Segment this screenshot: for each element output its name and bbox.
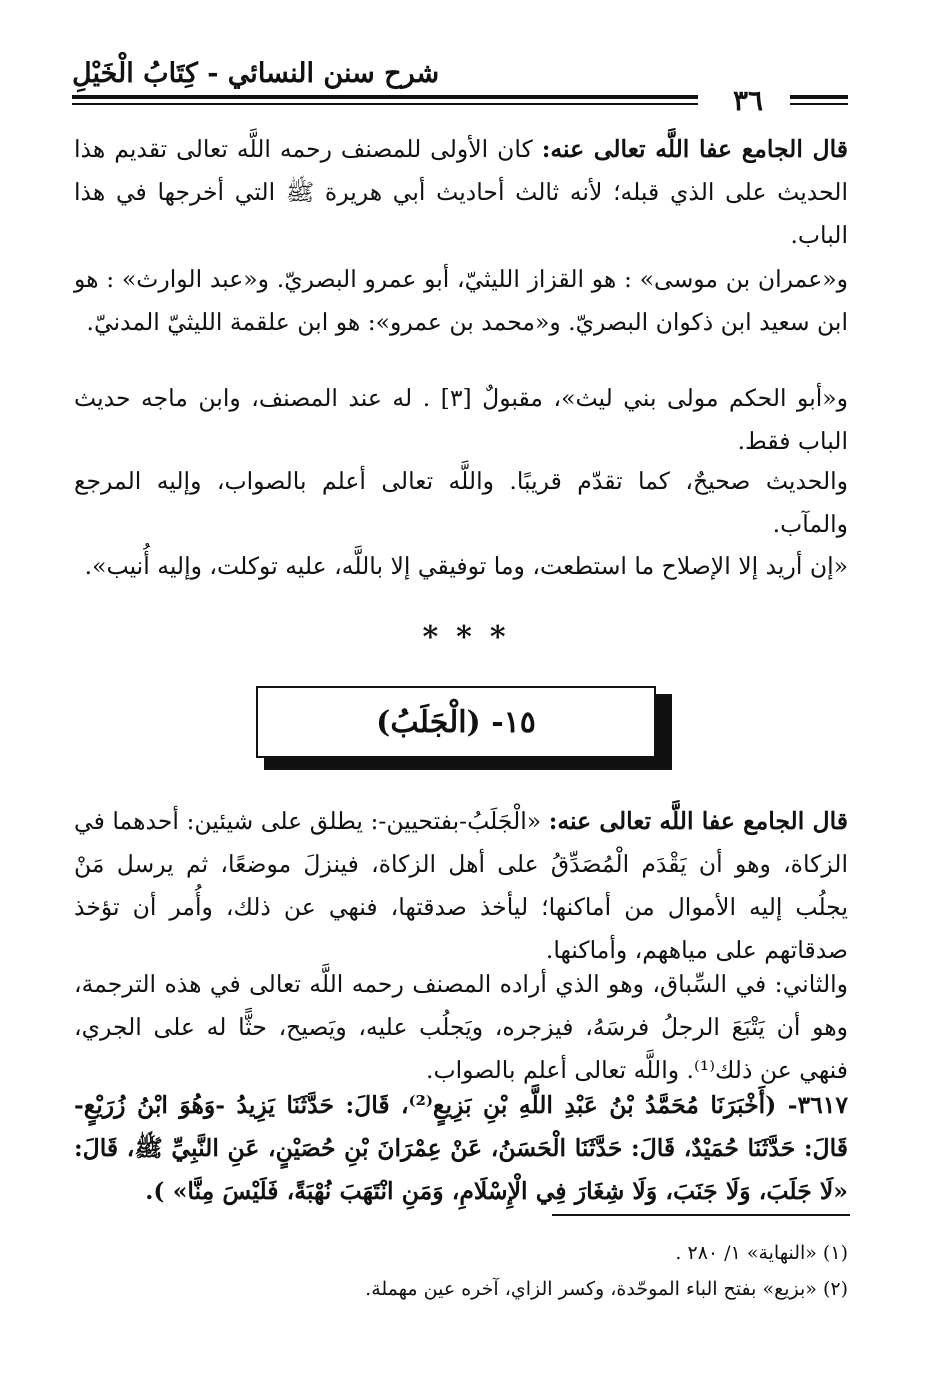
- paragraph-3: و«أبو الحكم مولى بني ليث»، مقبولٌ [٣] . له عند المصنف، وابن ماجه حديث الباب فقط.: [74, 384, 848, 455]
- footnote-2: (٢) «بزيع» بفتح الباء الموحّدة، وكسر الزاي، آخره عين مهملة.: [365, 1278, 848, 1300]
- header-rule-thick: [72, 95, 698, 99]
- chapter-title: ١٥- (الْجَلَبُ): [376, 704, 536, 740]
- paragraph-5: «إن أريد إلا الإصلاح ما استطعت، وما توفيقي إلا باللَّه، عليه توكلت، وإليه أُنيب».: [84, 552, 848, 580]
- header-rule-right-1: [790, 95, 848, 99]
- page-number: ٣٦: [732, 84, 764, 117]
- paragraph-1-lead: قال الجامع عفا اللَّه تعالى عنه:: [541, 135, 848, 163]
- paragraph-6-text: «الْجَلَبُ-بفتحيين-: يطلق على شيئين: أحدهما في الزكاة، وهو أن يَقْدَم الْمُصَدِّقُ على أهل الزكاة، فينزلَ موضعًا، ثم يرسل مَنْ يجلُب إليه الأموال من أماكنها؛ ليأخذ صدقتها، فنهي عن ذلك، وأُمر أن تؤخذ صدقاتهم على مياههم، وأماكنها.: [74, 807, 848, 964]
- header-rule-right-2: [790, 103, 848, 105]
- paragraph-4: والحديث صحيحٌ، كما تقدّم قريبًا. واللَّه تعالى أعلم بالصواب، وإليه المرجع والمآب.: [74, 467, 848, 538]
- paragraph-1: [74, 128, 848, 257]
- header-rule-thin: [72, 103, 698, 105]
- footnote-rule: [552, 1214, 850, 1216]
- hadith-text: ٣٦١٧- (أَخْبَرَنَا مُحَمَّدُ بْنُ عَبْدِ اللَّهِ بْنِ بَزِيعٍ⁽²⁾، قَالَ: حَدَّثَنَا يَزِيدُ -وَهُوَ ابْنُ زُرَيْعٍ- قَالَ: حَدَّثَنَا حُمَيْدٌ، قَالَ: حَدَّثَنَا الْحَسَنُ، عَنْ عِمْرَانَ بْنِ حُصَيْنٍ، عَنِ النَّبِيِّ ﷺ، قَالَ: «لَا جَلَبَ، وَلَا جَنَبَ، وَلَا شِغَارَ فِي الْإِسْلَامِ، وَمَنِ انْتَهَبَ نُهْبَةً، فَلَيْسَ مِنَّا» ).: [74, 1091, 848, 1205]
- paragraph-7: والثاني: في السِّباق، وهو الذي أراده المصنف رحمه اللَّه تعالى في هذه الترجمة، وهو أن يَتْبَعَ الرجلُ فرسَهُ، فيزجره، ويَجلُب عليه، ويَصيح، حثًّا له على الجري، فنهي عن ذلك⁽¹⁾. واللَّه تعالى أعلم بالصواب.: [74, 970, 848, 1084]
- paragraph-1-text: كان الأولى للمصنف رحمه اللَّه تعالى تقديم هذا الحديث على الذي قبله؛ لأنه ثالث أحاديث أبي هريرة ﷺ التي أخرجها في هذا الباب.: [74, 135, 848, 249]
- paragraph-6: [74, 800, 848, 972]
- paragraph-6-lead: قال الجامع عفا اللَّه تعالى عنه:: [548, 807, 848, 835]
- paragraph-2: و«عمران بن موسى» : هو القزاز الليثيّ، أبو عمرو البصريّ. و«عبد الوارث» : هو ابن سعيد ابن ذكوان البصريّ. و«محمد بن عمرو»: هو ابن علقمة الليثيّ المدنيّ.: [74, 265, 848, 336]
- running-title: شرح سنن النسائي - كِتَابُ الْخَيْلِ: [72, 58, 440, 89]
- footnote-1: (١) «النهاية» ١/ ٢٨٠ .: [675, 1242, 848, 1264]
- chapter-heading-box: [256, 686, 656, 758]
- section-separator: ***: [422, 620, 524, 655]
